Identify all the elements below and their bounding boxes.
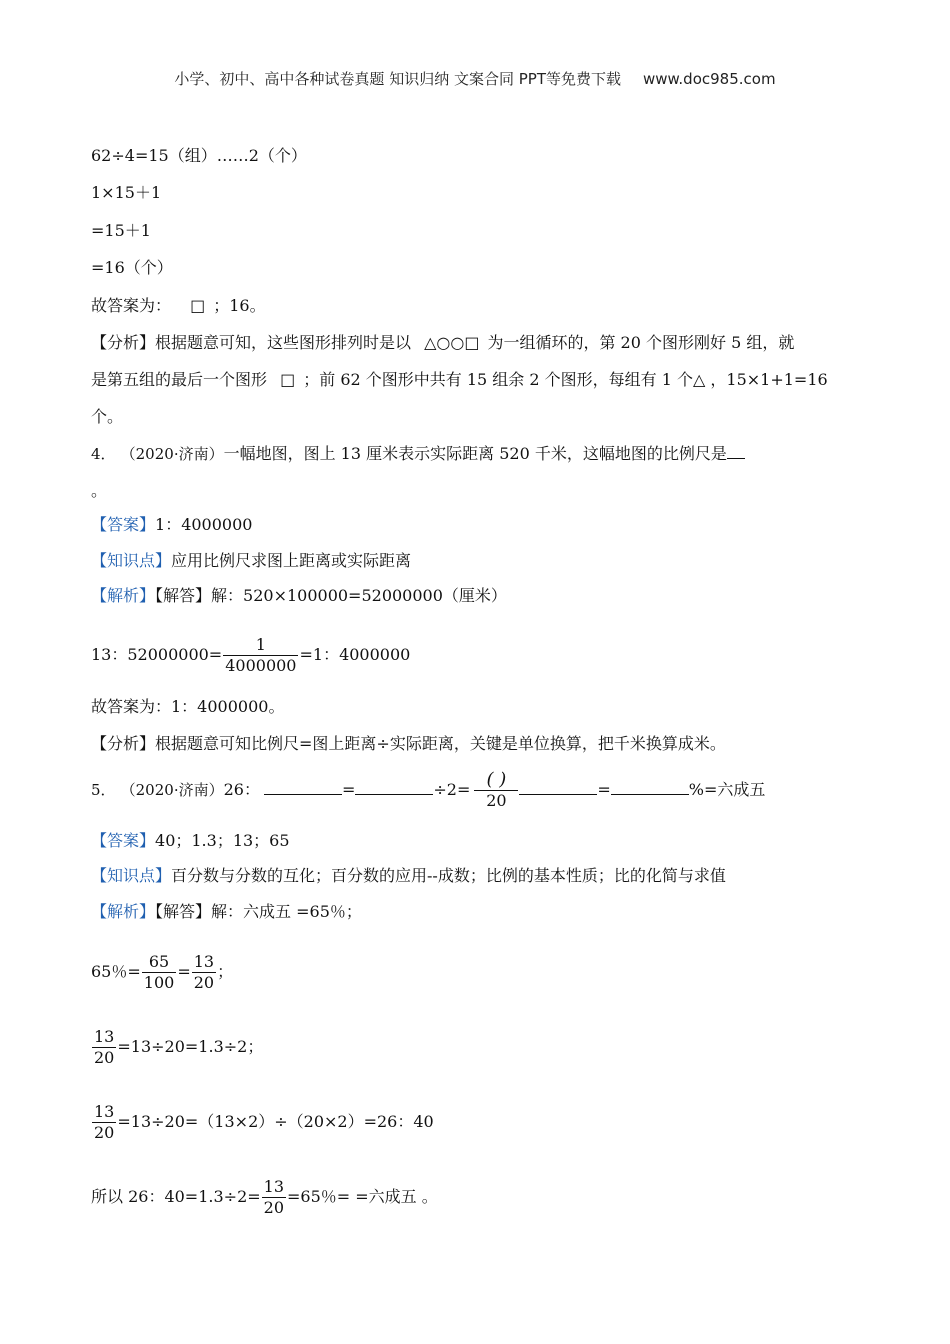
- fraction: [92, 1027, 116, 1068]
- solution-text: 520×100000=52000000（厘米）: [243, 586, 507, 605]
- analysis-line-2: [91, 369, 828, 391]
- page-header: [0, 68, 950, 89]
- knowledge-tag: 【知识点】: [91, 551, 172, 570]
- question-source: （2020·济南）: [120, 445, 224, 463]
- q4-analysis: [91, 733, 726, 755]
- answer-value: 40；1.3；13；65: [155, 831, 290, 850]
- q4-solution: [91, 585, 507, 607]
- answer-tag: 【答案】: [91, 515, 156, 534]
- q5-step-1: [91, 950, 233, 994]
- knowledge-tag: 【知识点】: [91, 866, 172, 885]
- analysis-text: 为一组循环的，第 20 个图形刚好 5 组，就: [487, 333, 795, 352]
- square-icon: □: [280, 370, 296, 389]
- numerator: 65: [148, 952, 170, 971]
- analysis-line-1: [91, 332, 794, 354]
- analysis-text: 根据题意可知，这些图形排列时是以: [155, 333, 412, 352]
- question-4: [91, 442, 745, 465]
- solution-tag: 【解析】: [91, 586, 156, 605]
- question-text: 一幅地图，图上 13 厘米表示实际距离 520 千米，这幅地图的比例尺是: [223, 444, 727, 463]
- q4-ratio-line: [91, 633, 410, 677]
- analysis-text: 是第五组的最后一个图形: [91, 370, 268, 389]
- answer-blank[interactable]: [727, 442, 745, 459]
- ratio-text: 13：52000000=: [91, 645, 223, 664]
- answer-blank-2[interactable]: [355, 778, 433, 795]
- question-number: 4．: [91, 445, 116, 463]
- knowledge-text: 应用比例尺求图上距离或实际距离: [171, 551, 412, 570]
- calc-line-3: =15＋1: [91, 221, 151, 240]
- step-text: =13÷20=1.3÷2；: [117, 1037, 264, 1056]
- q5-step-3: [91, 1100, 434, 1144]
- solution-prefix: 【解答】解：: [155, 586, 244, 605]
- step-text: ；: [217, 962, 234, 981]
- fraction: [192, 952, 216, 993]
- denominator: 20: [94, 1123, 115, 1142]
- calc-line-4: =16（个）: [91, 258, 173, 277]
- answer-prefix: 故答案为：: [91, 296, 172, 315]
- step-text: =13÷20=（13×2）÷（20×2）=26：40: [117, 1112, 434, 1131]
- denominator: 100: [143, 973, 175, 992]
- square-icon: □: [190, 296, 206, 315]
- answer-value: ；16。: [213, 296, 266, 315]
- denominator: 20: [94, 1048, 115, 1067]
- denominator: 20: [263, 1198, 285, 1217]
- question-number: 5．: [91, 781, 116, 799]
- calc-line-2: 1×15＋1: [91, 183, 162, 202]
- numerator: 13: [263, 1177, 285, 1196]
- fraction: [223, 635, 298, 676]
- denominator: 20: [474, 790, 518, 811]
- equals-sign: =: [597, 780, 611, 799]
- q5-step-2: [91, 1025, 263, 1069]
- divide-text: ÷2=: [433, 780, 471, 799]
- q5-answer: [91, 830, 290, 852]
- fraction: [142, 952, 177, 993]
- fraction: [262, 1177, 286, 1218]
- q4-answer: [91, 514, 252, 536]
- question-text: 26：: [223, 780, 260, 799]
- q4-knowledge-point: [91, 550, 411, 572]
- numerator: 13: [94, 1102, 115, 1121]
- q5-solution: [91, 901, 362, 923]
- analysis-tag: 【分析】: [91, 734, 156, 753]
- analysis-text: ；前 62 个图形中共有 15 组余 2 个图形，每组有 1 个△ ，15×1+1=16: [303, 370, 828, 389]
- q5-step-4: [91, 1175, 438, 1219]
- answer-tag: 【答案】: [91, 831, 156, 850]
- answer-line-3: [91, 295, 266, 317]
- answer-blank-3[interactable]: [519, 778, 597, 795]
- step-text: 所以 26：40=1.3÷2=: [91, 1187, 261, 1206]
- analysis-line-3: 个。: [91, 407, 124, 426]
- solution-text: 六成五 =65％；: [243, 902, 362, 921]
- numerator: 1: [255, 635, 266, 654]
- solution-prefix: 【解答】解：: [155, 902, 244, 921]
- fraction-blank: [474, 770, 518, 811]
- question-text: %=六成五: [688, 780, 766, 799]
- denominator: 20: [193, 973, 215, 992]
- question-source: （2020·济南）: [120, 781, 224, 799]
- numerator: 13: [193, 952, 215, 971]
- question-4-end: 。: [91, 481, 108, 500]
- equals-sign: =: [177, 962, 191, 981]
- ratio-text: =1：4000000: [299, 645, 411, 664]
- analysis-text: 根据题意可知比例尺=图上距离÷实际距离，关键是单位换算，把千米换算成米。: [155, 734, 726, 753]
- step-text: 65％=: [91, 962, 141, 981]
- step-text: =65％= =六成五 。: [287, 1187, 438, 1206]
- analysis-tag: 【分析】: [91, 333, 156, 352]
- equals-sign: =: [341, 780, 356, 799]
- answer-blank-4[interactable]: [611, 778, 689, 795]
- q5-knowledge-point: [91, 865, 726, 887]
- header-text: 小学、初中、高中各种试卷真题 知识归纳 文案合同 PPT等免费下载: [174, 70, 621, 88]
- fraction: [92, 1102, 116, 1143]
- question-5: [91, 768, 765, 812]
- knowledge-text: 百分数与分数的互化；百分数的应用--成数；比例的基本性质；比的化简与求值: [171, 866, 726, 885]
- q4-conclusion: 故答案为：1：4000000。: [91, 697, 285, 716]
- shape-sequence-icon: △○○□: [424, 333, 480, 352]
- numerator: 13: [94, 1027, 115, 1046]
- header-url[interactable]: www.doc985.com: [642, 70, 776, 88]
- calc-line-1: 62÷4=15（组）……2（个）: [91, 146, 307, 165]
- answer-value: 1：4000000: [155, 515, 253, 534]
- answer-blank-1[interactable]: [264, 778, 342, 795]
- solution-tag: 【解析】: [91, 902, 156, 921]
- denominator: 4000000: [225, 656, 297, 675]
- numerator-blank[interactable]: ( ): [486, 769, 507, 790]
